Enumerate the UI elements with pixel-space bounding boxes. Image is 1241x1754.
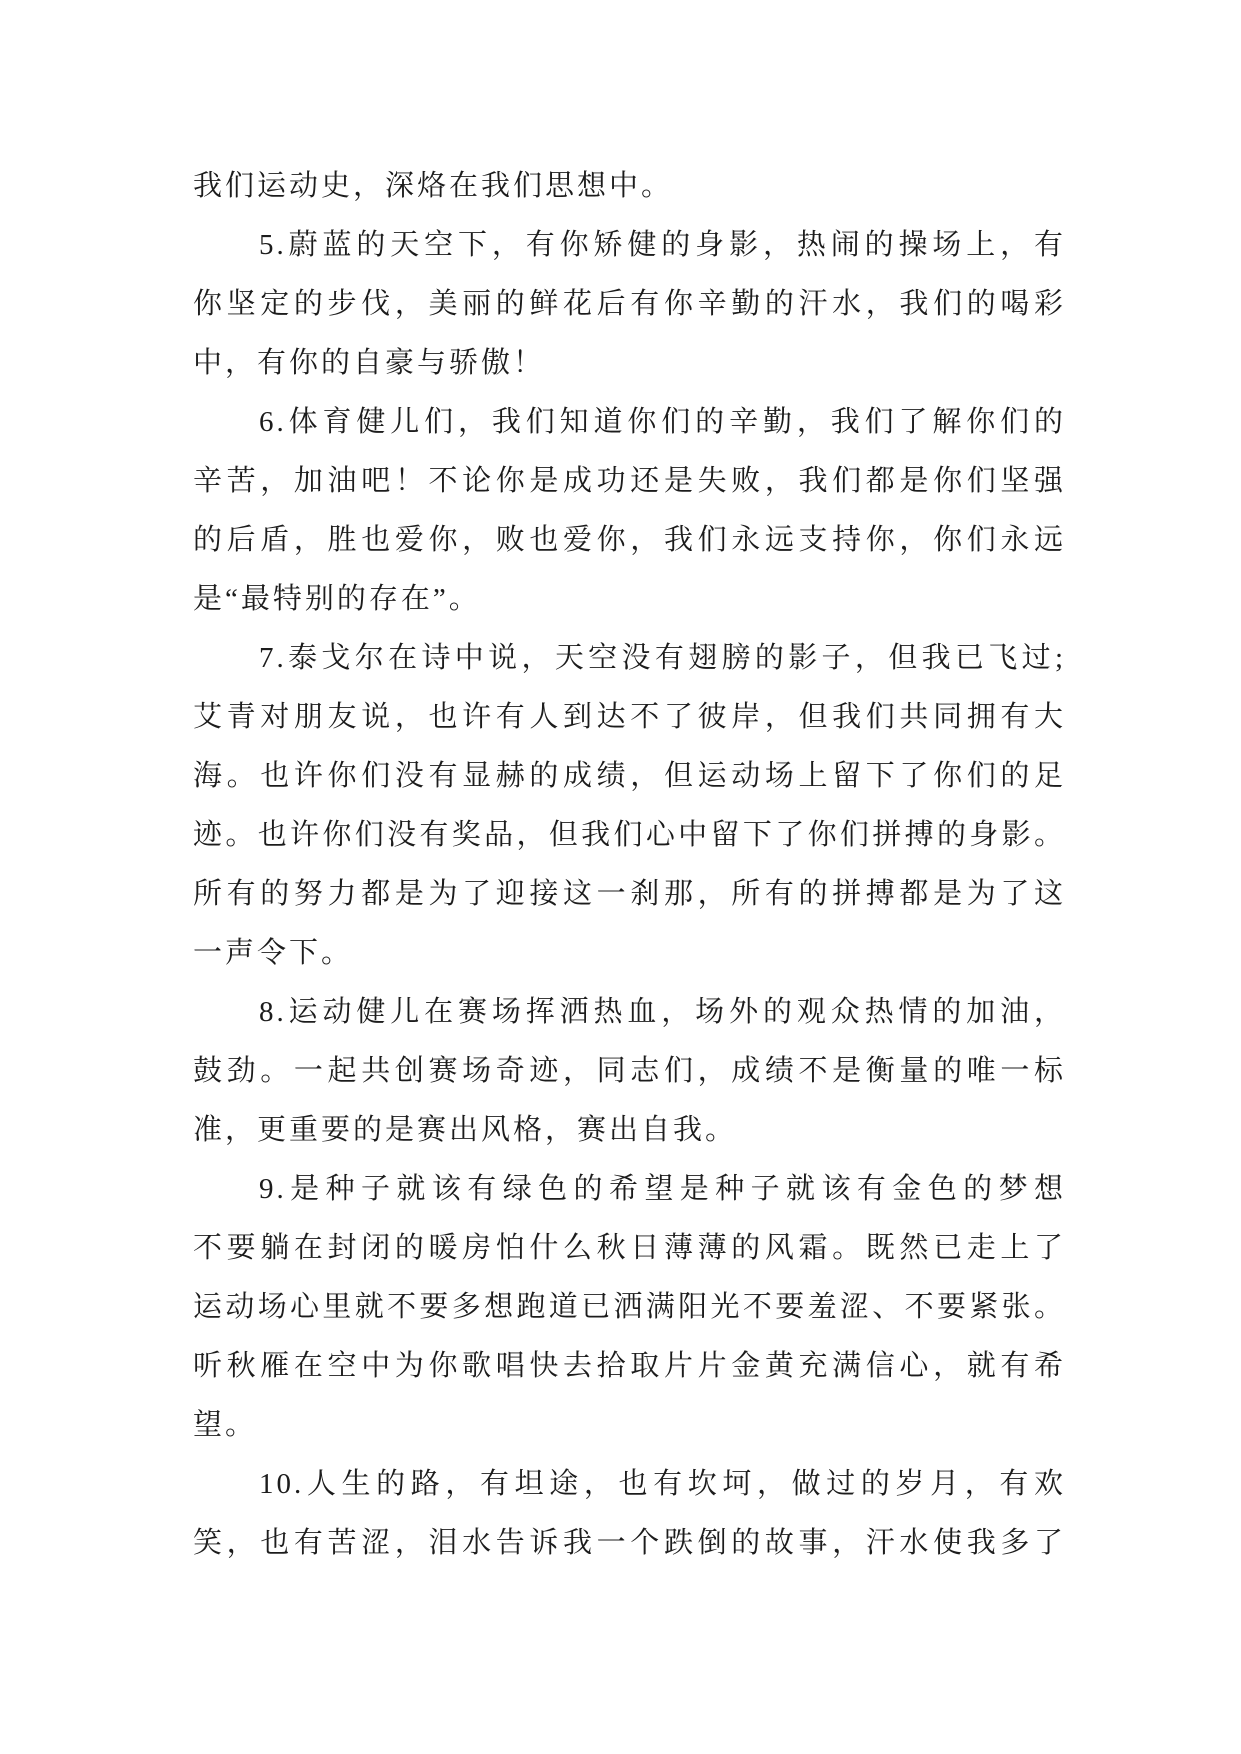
paragraph-line: 所有的努力都是为了迎接这一刹那，所有的拼搏都是为了这 xyxy=(193,878,1066,910)
paragraph-line: 辛苦，加油吧！不论你是成功还是失败，我们都是你们坚强 xyxy=(193,465,1066,497)
paragraph-line: 听秋雁在空中为你歌唱快去拾取片片金黄充满信心，就有希 xyxy=(193,1350,1066,1382)
paragraph-line: 你坚定的步伐，美丽的鲜花后有你辛勤的汗水，我们的喝彩 xyxy=(193,288,1066,320)
paragraph-line: 运动场心里就不要多想跑道已洒满阳光不要羞涩、不要紧张。 xyxy=(193,1291,1066,1323)
paragraph-7 xyxy=(193,629,1066,983)
paragraph-6 xyxy=(193,393,1066,629)
paragraph-line: 9.是种子就该有绿色的希望是种子就该有金色的梦想 xyxy=(259,1173,1066,1205)
paragraph-line: 笑，也有苦涩，泪水告诉我一个跌倒的故事，汗水使我多了 xyxy=(193,1527,1066,1559)
paragraph-line: 不要躺在封闭的暖房怕什么秋日薄薄的风霜。既然已走上了 xyxy=(193,1232,1066,1264)
paragraph-line: 望。 xyxy=(193,1409,258,1441)
paragraph-line: 迹。也许你们没有奖品，但我们心中留下了你们拼搏的身影。 xyxy=(193,819,1066,851)
paragraph-line: 6.体育健儿们，我们知道你们的辛勤，我们了解你们的 xyxy=(259,406,1066,438)
paragraph-line: 是“最特别的存在”。 xyxy=(193,583,481,615)
paragraph-line: 准，更重要的是赛出风格，赛出自我。 xyxy=(193,1114,738,1146)
paragraph-line: 8.运动健儿在赛场挥洒热血，场外的观众热情的加油， xyxy=(259,996,1066,1028)
paragraph-line: 海。也许你们没有显赫的成绩，但运动场上留下了你们的足 xyxy=(193,760,1066,792)
paragraph-line: 艾青对朋友说，也许有人到达不了彼岸，但我们共同拥有大 xyxy=(193,701,1066,733)
paragraph-line: 的后盾，胜也爱你，败也爱你，我们永远支持你，你们永远 xyxy=(193,524,1066,556)
paragraph-line: 鼓劲。一起共创赛场奇迹，同志们，成绩不是衡量的唯一标 xyxy=(193,1055,1066,1087)
document-body xyxy=(193,157,1066,1573)
paragraph-continuation xyxy=(193,157,1066,216)
paragraph-line: 7.泰戈尔在诗中说，天空没有翅膀的影子，但我已飞过; xyxy=(259,642,1066,674)
paragraph-line: 5.蔚蓝的天空下，有你矫健的身影，热闹的操场上，有 xyxy=(259,229,1066,261)
paragraph-line: 中，有你的自豪与骄傲！ xyxy=(193,347,546,379)
paragraph-8 xyxy=(193,983,1066,1160)
paragraph-5 xyxy=(193,216,1066,393)
paragraph-line: 10.人生的路，有坦途，也有坎坷，做过的岁月，有欢 xyxy=(259,1468,1066,1500)
paragraph-line: 我们运动史，深烙在我们思想中。 xyxy=(193,170,674,202)
paragraph-line: 一声令下。 xyxy=(193,937,354,969)
paragraph-9 xyxy=(193,1160,1066,1455)
paragraph-10 xyxy=(193,1455,1066,1573)
